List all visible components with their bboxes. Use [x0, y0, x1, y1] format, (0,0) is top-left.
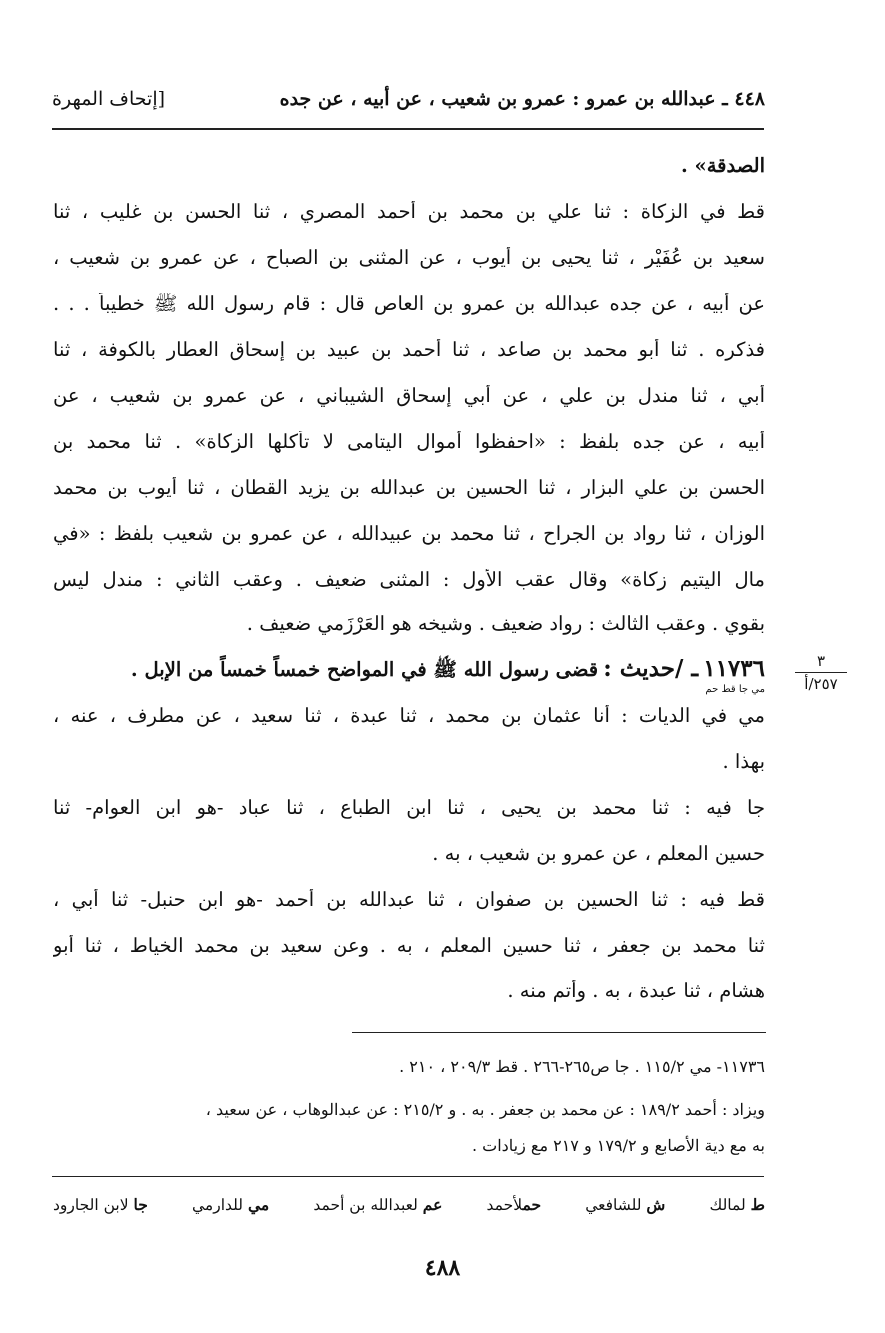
- running-header-book: [إتحاف المهرة: [52, 88, 166, 110]
- hadith-number: ١١٧٣٦: [703, 655, 765, 682]
- hadith-text: قضى رسول الله ﷺ في المواضح خمساً خمساً من الإبل .: [130, 658, 599, 681]
- hadith-heading: [53, 655, 765, 686]
- margin-note-divider: [795, 672, 847, 673]
- text-line: هشام ، ثنا عبدة ، به . وأتم منه .: [507, 980, 765, 1002]
- hadith-label: ـ /حديث :: [603, 655, 699, 682]
- text-line: أبيه ، عن جده بلفظ : «احفظوا أموال اليتامى لا تأكلها الزكاة» . ثنا محمد بن: [53, 431, 765, 453]
- footnote-separator: [352, 1032, 766, 1033]
- text-line: الوزان ، ثنا رواد بن الجراح ، ثنا محمد بن عبيدالله ، عن عمرو بن شعيب بلفظ : «في: [53, 523, 765, 545]
- margin-note-top: ٣: [816, 652, 826, 670]
- text-line: قط فيه : ثنا الحسين بن صفوان ، ثنا عبدالله بن أحمد -هو ابن حنبل- ثنا أبي ،: [53, 889, 765, 911]
- text-line: الحسن بن علي البزار ، ثنا الحسين بن عبدالله بن يزيد القطان ، ثنا أيوب بن محمد: [53, 477, 765, 499]
- hadith-sources: مي جا قط حم: [705, 684, 765, 695]
- key-item: عم لعبدالله بن أحمد: [313, 1195, 443, 1214]
- text-line: مي في الديات : أنا عثمان بن محمد ، ثنا عبدة ، ثنا سعيد ، عن مطرف ، عنه ،: [53, 705, 765, 727]
- running-header-title: ٤٤٨ ـ عبدالله بن عمرو : عمرو بن شعيب ، عن أبيه ، عن جده: [279, 88, 765, 110]
- text-line: قط في الزكاة : ثنا علي بن محمد بن أحمد المصري ، ثنا الحسن بن غليب ، ثنا: [53, 201, 765, 223]
- footnote-line: ويزاد : أحمد ١٨٩/٢ : عن محمد بن جعفر . به . و ٢١٥/٢ : عن عبدالوهاب ، عن سعيد ،: [205, 1100, 765, 1119]
- text-line: فذكره . ثنا أبو محمد بن صاعد ، ثنا أحمد بن عبيد بن إسحاق العطار بالكوفة ، ثنا: [53, 339, 765, 361]
- key-rule: [52, 1176, 764, 1177]
- key-item: ش للشافعي: [585, 1195, 666, 1214]
- footnote-line: ١١٧٣٦- مي ١١٥/٢ . جا ص٢٦٥-٢٦٦ . قط ٢٠٩/٣ ، ٢١٠ .: [399, 1057, 765, 1076]
- text-line: أبي ، ثنا مندل بن علي ، عن أبي إسحاق الشيباني ، عن عمرو بن شعيب ، عن: [53, 385, 765, 407]
- text-line: الصدقة» .: [680, 155, 765, 177]
- abbreviation-key: [53, 1195, 765, 1214]
- key-item: ط لمالك: [709, 1195, 765, 1214]
- text-line: عن أبيه ، عن جده عبدالله بن عمرو بن العاص قال : قام رسول الله ﷺ خطيباً . . .: [53, 293, 765, 315]
- text-line: حسين المعلم ، عن عمرو بن شعيب ، به .: [432, 843, 765, 865]
- text-line: مال اليتيم زكاة» وقال عقب الأول : المثنى ضعيف . وعقب الثاني : مندل ليس: [53, 569, 765, 591]
- text-line: بقوي . وعقب الثالث : رواد ضعيف . وشيخه هو العَرْزَمي ضعيف .: [246, 613, 765, 635]
- key-item: مي للدارمي: [192, 1195, 270, 1214]
- page-number: ٤٨٨: [424, 1255, 461, 1281]
- text-line: بهذا .: [722, 751, 765, 773]
- header-rule: [52, 128, 764, 130]
- footnote-line: به مع دية الأصابع و ١٧٩/٢ و ٢١٧ مع زيادات .: [471, 1136, 765, 1155]
- key-item: جا لابن الجارود: [53, 1195, 148, 1214]
- text-line: سعيد بن عُفَيْر ، ثنا يحيى بن أيوب ، عن المثنى بن الصباح ، عن عمرو بن شعيب ،: [53, 247, 765, 269]
- text-line: جا فيه : ثنا محمد بن يحيى ، ثنا ابن الطباع ، ثنا عباد -هو ابن العوام- ثنا: [53, 797, 765, 819]
- margin-note: [791, 652, 851, 693]
- margin-note-bottom: ٢٥٧/أ: [804, 675, 838, 694]
- key-item: حملأحمد: [486, 1195, 542, 1214]
- text-line: ثنا محمد بن جعفر ، ثنا حسين المعلم ، به . وعن سعيد بن محمد الخياط ، ثنا أبو: [53, 935, 765, 957]
